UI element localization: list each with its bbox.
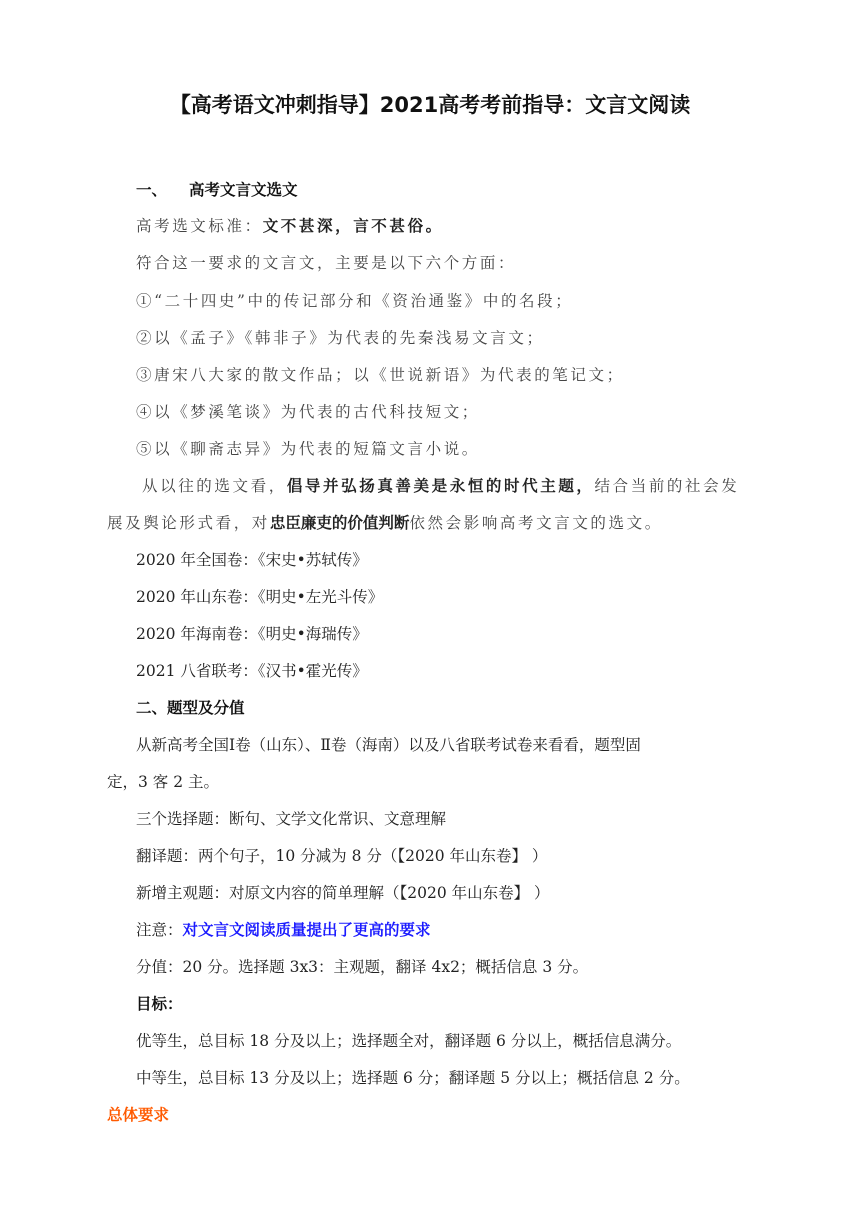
goal-label: 目标： bbox=[136, 995, 183, 1013]
paragraph-text: 展及舆论形式看，对 bbox=[107, 514, 270, 532]
goal-line: 优等生，总目标 18 分及以上；选择题全对，翻译题 6 分以上，概括信息满分。 bbox=[136, 1032, 682, 1050]
paragraph-line bbox=[107, 511, 663, 535]
emphasis-text: 忠臣廉吏的价值判断 bbox=[269, 513, 410, 532]
standard-label: 高考选文标准： bbox=[136, 217, 263, 235]
translation-questions: 翻译题：两个句子，10 分减为 8 分（【2020 年山东卷】 ） bbox=[136, 847, 548, 865]
exam-entry: 2020 年海南卷：《明史•海瑞传》 bbox=[136, 625, 368, 643]
section3-heading: 总体要求 bbox=[107, 1106, 170, 1124]
paragraph-line: 定，3 客 2 主。 bbox=[107, 773, 220, 791]
section2-heading: 二、题型及分值 bbox=[136, 699, 245, 717]
note-label: 注意： bbox=[136, 921, 183, 939]
list-item: ②以《孟子》《韩非子》为代表的先秦浅易文言文； bbox=[136, 329, 545, 347]
list-item: ①“二十四史”中的传记部分和《资治通鉴》中的名段； bbox=[136, 292, 574, 310]
emphasis-text: 倡导并弘扬真善美是永恒的时代主题， bbox=[286, 476, 595, 495]
note-highlight: 对文言文阅读质量提出了更高的要求 bbox=[182, 921, 431, 939]
paragraph-text: 依然会影响高考文言文的选文。 bbox=[409, 514, 663, 532]
subjective-question: 新增主观题：对原文内容的简单理解（【2020 年山东卷】 ） bbox=[136, 884, 550, 902]
standard-value: 文不甚深，言不甚俗。 bbox=[262, 216, 444, 235]
exam-entry: 2020 年全国卷：《宋史•苏轼传》 bbox=[136, 551, 368, 569]
section1-heading bbox=[136, 178, 298, 202]
section1-heading-text: 高考文言文选文 bbox=[189, 181, 298, 199]
question-types: 三个选择题：断句、文学文化常识、文意理解 bbox=[136, 810, 447, 828]
intro-text: 符合这一要求的文言文，主要是以下六个方面： bbox=[136, 254, 517, 272]
selection-standard bbox=[136, 214, 444, 238]
paragraph-line: 从新高考全国Ⅰ卷（山东）、Ⅱ卷（海南）以及八省联考试卷来看看，题型固 bbox=[136, 736, 641, 754]
document-title: 【高考语文冲刺指导】2021高考考前指导：文言文阅读 bbox=[169, 93, 691, 117]
list-item: ③唐宋八大家的散文作品；以《世说新语》为代表的笔记文； bbox=[136, 366, 625, 384]
goal-line: 中等生，总目标 13 分及以上；选择题 6 分；翻译题 5 分以上；概括信息 2 分。 bbox=[136, 1069, 690, 1087]
score-line: 分值：20 分。选择题 3x3：主观题，翻译 4x2；概括信息 3 分。 bbox=[136, 958, 589, 976]
note-line bbox=[136, 918, 431, 942]
exam-entry: 2021 八省联考：《汉书•霍光传》 bbox=[136, 662, 368, 680]
section1-heading-number: 一、 bbox=[136, 181, 168, 199]
paragraph-text: 结合当前的社会发 bbox=[594, 477, 740, 495]
paragraph-text: 从以往的选文看， bbox=[142, 477, 287, 495]
list-item: ④以《梦溪笔谈》为代表的古代科技短文； bbox=[136, 403, 480, 421]
exam-entry: 2020 年山东卷：《明史•左光斗传》 bbox=[136, 588, 384, 606]
paragraph-line bbox=[142, 474, 739, 498]
list-item: ⑤以《聊斋志异》为代表的短篇文言小说。 bbox=[136, 440, 480, 458]
